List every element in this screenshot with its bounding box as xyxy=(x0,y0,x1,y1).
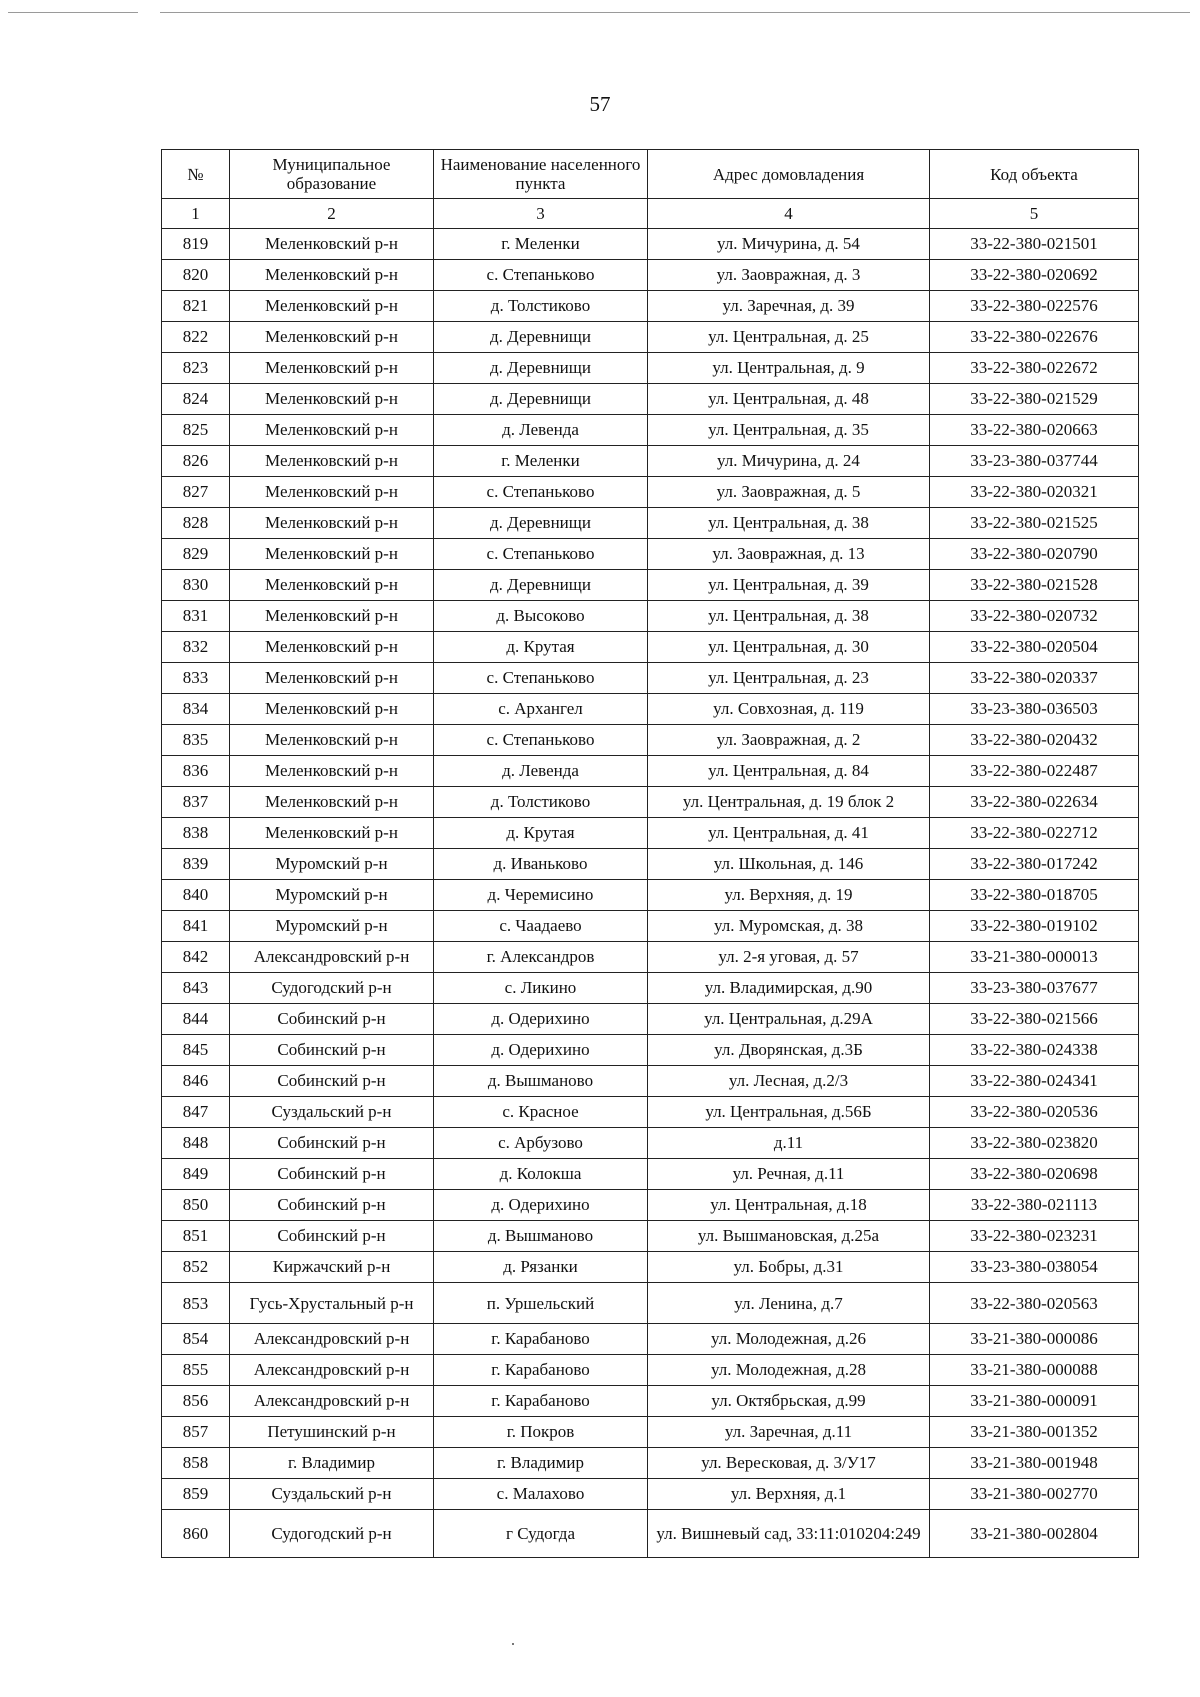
row-number: 851 xyxy=(162,1221,230,1252)
settlement-cell: д. Одерихино xyxy=(434,1004,648,1035)
address-cell: ул. Заречная, д.11 xyxy=(648,1417,930,1448)
object-code-cell: 33-22-380-020790 xyxy=(930,539,1139,570)
object-code-cell: 33-22-380-023231 xyxy=(930,1221,1139,1252)
table-row xyxy=(162,911,1139,942)
address-cell: ул. 2-я уговая, д. 57 xyxy=(648,942,930,973)
table-row xyxy=(162,1355,1139,1386)
address-cell: ул. Молодежная, д.28 xyxy=(648,1355,930,1386)
municipality-cell: Собинский р-н xyxy=(230,1159,434,1190)
address-cell: ул. Центральная, д. 23 xyxy=(648,663,930,694)
settlement-cell: д. Крутая xyxy=(434,632,648,663)
municipality-cell: Меленковский р-н xyxy=(230,539,434,570)
object-code-cell: 33-22-380-022712 xyxy=(930,818,1139,849)
row-number: 821 xyxy=(162,291,230,322)
settlement-cell: д. Деревнищи xyxy=(434,570,648,601)
table-row xyxy=(162,570,1139,601)
address-cell: ул. Муромская, д. 38 xyxy=(648,911,930,942)
municipality-cell: Александровский р-н xyxy=(230,1355,434,1386)
settlement-cell: д. Одерихино xyxy=(434,1035,648,1066)
object-code-cell: 33-21-380-001352 xyxy=(930,1417,1139,1448)
address-cell: ул. Вересковая, д. 3/У17 xyxy=(648,1448,930,1479)
table-row xyxy=(162,415,1139,446)
object-code-cell: 33-23-380-036503 xyxy=(930,694,1139,725)
address-cell: ул. Дворянская, д.3Б xyxy=(648,1035,930,1066)
row-number: 846 xyxy=(162,1066,230,1097)
row-number: 828 xyxy=(162,508,230,539)
row-number: 835 xyxy=(162,725,230,756)
address-cell: ул. Центральная, д. 38 xyxy=(648,508,930,539)
object-code-cell: 33-22-380-020698 xyxy=(930,1159,1139,1190)
object-code-cell: 33-22-380-019102 xyxy=(930,911,1139,942)
row-number: 839 xyxy=(162,849,230,880)
address-cell: ул. Центральная, д. 39 xyxy=(648,570,930,601)
object-code-cell: 33-22-380-021529 xyxy=(930,384,1139,415)
municipality-cell: Суздальский р-н xyxy=(230,1097,434,1128)
row-number: 822 xyxy=(162,322,230,353)
municipality-cell: Александровский р-н xyxy=(230,1324,434,1355)
table-row xyxy=(162,694,1139,725)
address-cell: ул. Заовражная, д. 13 xyxy=(648,539,930,570)
row-number: 830 xyxy=(162,570,230,601)
object-code-cell: 33-22-380-022676 xyxy=(930,322,1139,353)
table-body xyxy=(162,229,1139,1558)
column-number-row xyxy=(162,199,1139,229)
settlement-cell: д. Деревнищи xyxy=(434,322,648,353)
address-cell: ул. Октябрьская, д.99 xyxy=(648,1386,930,1417)
address-cell: ул. Центральная, д.18 xyxy=(648,1190,930,1221)
municipality-cell: Меленковский р-н xyxy=(230,415,434,446)
settlement-cell: д. Деревнищи xyxy=(434,384,648,415)
object-code-cell: 33-21-380-002770 xyxy=(930,1479,1139,1510)
settlement-cell: г. Меленки xyxy=(434,446,648,477)
settlement-cell: г. Александров xyxy=(434,942,648,973)
address-cell: ул. Бобры, д.31 xyxy=(648,1252,930,1283)
object-code-cell: 33-22-380-020337 xyxy=(930,663,1139,694)
row-number: 860 xyxy=(162,1510,230,1558)
table-row xyxy=(162,539,1139,570)
address-cell: ул. Совхозная, д. 119 xyxy=(648,694,930,725)
municipality-cell: Меленковский р-н xyxy=(230,353,434,384)
municipality-cell: Александровский р-н xyxy=(230,1386,434,1417)
municipality-cell: Гусь-Хрустальный р-н xyxy=(230,1283,434,1324)
municipality-cell: Меленковский р-н xyxy=(230,477,434,508)
column-number: 5 xyxy=(930,199,1139,229)
municipality-cell: Меленковский р-н xyxy=(230,384,434,415)
municipality-cell: Меленковский р-н xyxy=(230,632,434,663)
table-row xyxy=(162,322,1139,353)
object-code-cell: 33-22-380-022576 xyxy=(930,291,1139,322)
table-row xyxy=(162,849,1139,880)
table-row xyxy=(162,260,1139,291)
table-row xyxy=(162,384,1139,415)
municipality-cell: Меленковский р-н xyxy=(230,508,434,539)
object-code-cell: 33-22-380-017242 xyxy=(930,849,1139,880)
object-code-cell: 33-23-380-038054 xyxy=(930,1252,1139,1283)
address-cell: ул. Лесная, д.2/3 xyxy=(648,1066,930,1097)
object-code-cell: 33-22-380-021566 xyxy=(930,1004,1139,1035)
table-row xyxy=(162,1417,1139,1448)
table-row xyxy=(162,1128,1139,1159)
object-code-cell: 33-22-380-023820 xyxy=(930,1128,1139,1159)
municipality-cell: Меленковский р-н xyxy=(230,291,434,322)
municipality-cell: Меленковский р-н xyxy=(230,663,434,694)
header-municipality: Муниципальное образование xyxy=(230,150,434,199)
row-number: 840 xyxy=(162,880,230,911)
address-cell: ул. Центральная, д.29А xyxy=(648,1004,930,1035)
settlement-cell: г. Карабаново xyxy=(434,1386,648,1417)
table-row xyxy=(162,1479,1139,1510)
address-cell: ул. Центральная, д. 41 xyxy=(648,818,930,849)
column-number: 4 xyxy=(648,199,930,229)
municipality-cell: Александровский р-н xyxy=(230,942,434,973)
address-cell: ул. Центральная, д. 38 xyxy=(648,601,930,632)
settlement-cell: д. Высоково xyxy=(434,601,648,632)
table-row xyxy=(162,229,1139,260)
municipality-cell: Меленковский р-н xyxy=(230,229,434,260)
settlement-cell: г. Меленки xyxy=(434,229,648,260)
table-row xyxy=(162,756,1139,787)
row-number: 850 xyxy=(162,1190,230,1221)
municipality-cell: Меленковский р-н xyxy=(230,725,434,756)
table-header-row xyxy=(162,150,1139,199)
address-cell: ул. Центральная, д. 35 xyxy=(648,415,930,446)
table-row xyxy=(162,1159,1139,1190)
municipality-cell: Муромский р-н xyxy=(230,849,434,880)
settlement-cell: п. Уршельский xyxy=(434,1283,648,1324)
row-number: 823 xyxy=(162,353,230,384)
municipality-cell: г. Владимир xyxy=(230,1448,434,1479)
address-cell: ул. Мичурина, д. 54 xyxy=(648,229,930,260)
table-row xyxy=(162,508,1139,539)
municipality-cell: Собинский р-н xyxy=(230,1066,434,1097)
address-cell: ул. Центральная, д.56Б xyxy=(648,1097,930,1128)
settlement-cell: д. Толстиково xyxy=(434,787,648,818)
row-number: 827 xyxy=(162,477,230,508)
settlement-cell: с. Степаньково xyxy=(434,725,648,756)
settlement-cell: с. Архангел xyxy=(434,694,648,725)
row-number: 841 xyxy=(162,911,230,942)
municipality-cell: Муромский р-н xyxy=(230,911,434,942)
address-cell: ул. Вышмановская, д.25а xyxy=(648,1221,930,1252)
header-settlement: Наименование населенного пункта xyxy=(434,150,648,199)
column-number: 3 xyxy=(434,199,648,229)
settlement-cell: д. Деревнищи xyxy=(434,353,648,384)
row-number: 844 xyxy=(162,1004,230,1035)
object-code-cell: 33-22-380-020563 xyxy=(930,1283,1139,1324)
municipality-cell: Меленковский р-н xyxy=(230,818,434,849)
scan-edge-line xyxy=(160,12,1190,13)
row-number: 829 xyxy=(162,539,230,570)
object-code-cell: 33-22-380-022487 xyxy=(930,756,1139,787)
table-row xyxy=(162,353,1139,384)
municipality-cell: Меленковский р-н xyxy=(230,570,434,601)
address-cell: ул. Верхняя, д.1 xyxy=(648,1479,930,1510)
object-code-cell: 33-21-380-000013 xyxy=(930,942,1139,973)
object-code-cell: 33-21-380-000086 xyxy=(930,1324,1139,1355)
municipality-cell: Меленковский р-н xyxy=(230,756,434,787)
row-number: 834 xyxy=(162,694,230,725)
municipality-cell: Собинский р-н xyxy=(230,1221,434,1252)
object-code-cell: 33-22-380-020692 xyxy=(930,260,1139,291)
settlement-cell: д. Черемисино xyxy=(434,880,648,911)
row-number: 837 xyxy=(162,787,230,818)
address-cell: ул. Заречная, д. 39 xyxy=(648,291,930,322)
scan-speck xyxy=(512,1643,514,1645)
settlement-cell: д. Крутая xyxy=(434,818,648,849)
object-code-cell: 33-22-380-022634 xyxy=(930,787,1139,818)
object-code-cell: 33-22-380-021501 xyxy=(930,229,1139,260)
settlement-cell: д. Иваньково xyxy=(434,849,648,880)
table-row xyxy=(162,725,1139,756)
table-row xyxy=(162,291,1139,322)
settlement-cell: д. Толстиково xyxy=(434,291,648,322)
row-number: 819 xyxy=(162,229,230,260)
municipality-cell: Меленковский р-н xyxy=(230,787,434,818)
row-number: 842 xyxy=(162,942,230,973)
address-cell: ул. Центральная, д. 9 xyxy=(648,353,930,384)
page-number: 57 xyxy=(589,92,611,116)
settlement-cell: д. Вышманово xyxy=(434,1221,648,1252)
table-row xyxy=(162,1448,1139,1479)
header-number: № xyxy=(162,150,230,199)
object-code-cell: 33-21-380-000091 xyxy=(930,1386,1139,1417)
object-code-cell: 33-22-380-024341 xyxy=(930,1066,1139,1097)
table-row xyxy=(162,818,1139,849)
address-cell: ул. Владимирская, д.90 xyxy=(648,973,930,1004)
settlement-cell: д. Левенда xyxy=(434,756,648,787)
object-code-cell: 33-22-380-020321 xyxy=(930,477,1139,508)
object-code-cell: 33-21-380-001948 xyxy=(930,1448,1139,1479)
address-cell: ул. Центральная, д. 84 xyxy=(648,756,930,787)
object-code-cell: 33-22-380-020504 xyxy=(930,632,1139,663)
row-number: 857 xyxy=(162,1417,230,1448)
address-cell: ул. Центральная, д. 30 xyxy=(648,632,930,663)
object-code-cell: 33-22-380-020663 xyxy=(930,415,1139,446)
address-cell: ул. Молодежная, д.26 xyxy=(648,1324,930,1355)
row-number: 853 xyxy=(162,1283,230,1324)
table-row xyxy=(162,787,1139,818)
table-row xyxy=(162,601,1139,632)
settlement-cell: г Судогда xyxy=(434,1510,648,1558)
table-row xyxy=(162,1283,1139,1324)
municipality-cell: Суздальский р-н xyxy=(230,1479,434,1510)
object-code-cell: 33-22-380-020732 xyxy=(930,601,1139,632)
table-row xyxy=(162,663,1139,694)
municipality-cell: Меленковский р-н xyxy=(230,694,434,725)
row-number: 831 xyxy=(162,601,230,632)
municipality-cell: Собинский р-н xyxy=(230,1035,434,1066)
settlement-cell: д. Рязанки xyxy=(434,1252,648,1283)
address-cell: ул. Заовражная, д. 2 xyxy=(648,725,930,756)
row-number: 845 xyxy=(162,1035,230,1066)
table-row xyxy=(162,1190,1139,1221)
settlement-cell: д. Левенда xyxy=(434,415,648,446)
object-code-cell: 33-21-380-002804 xyxy=(930,1510,1139,1558)
object-code-cell: 33-22-380-024338 xyxy=(930,1035,1139,1066)
table-row xyxy=(162,1252,1139,1283)
table-row xyxy=(162,1004,1139,1035)
address-cell: д.11 xyxy=(648,1128,930,1159)
settlement-cell: д. Колокша xyxy=(434,1159,648,1190)
row-number: 820 xyxy=(162,260,230,291)
address-cell: ул. Заовражная, д. 3 xyxy=(648,260,930,291)
object-code-cell: 33-23-380-037677 xyxy=(930,973,1139,1004)
address-cell: ул. Верхняя, д. 19 xyxy=(648,880,930,911)
municipality-cell: Меленковский р-н xyxy=(230,260,434,291)
address-cell: ул. Ленина, д.7 xyxy=(648,1283,930,1324)
object-code-cell: 33-22-380-022672 xyxy=(930,353,1139,384)
object-code-cell: 33-22-380-018705 xyxy=(930,880,1139,911)
row-number: 836 xyxy=(162,756,230,787)
table-row xyxy=(162,477,1139,508)
municipality-cell: Меленковский р-н xyxy=(230,446,434,477)
settlement-cell: г. Карабаново xyxy=(434,1355,648,1386)
row-number: 847 xyxy=(162,1097,230,1128)
municipality-cell: Судогодский р-н xyxy=(230,1510,434,1558)
table-row xyxy=(162,942,1139,973)
settlement-cell: с. Степаньково xyxy=(434,260,648,291)
row-number: 826 xyxy=(162,446,230,477)
scan-edge-line xyxy=(8,12,138,13)
table-row xyxy=(162,1324,1139,1355)
address-cell: ул. Вишневый сад, 33:11:010204:249 xyxy=(648,1510,930,1558)
municipality-cell: Судогодский р-н xyxy=(230,973,434,1004)
row-number: 859 xyxy=(162,1479,230,1510)
settlement-cell: д. Вышманово xyxy=(434,1066,648,1097)
settlement-cell: д. Одерихино xyxy=(434,1190,648,1221)
settlement-cell: г. Карабаново xyxy=(434,1324,648,1355)
municipality-cell: Меленковский р-н xyxy=(230,601,434,632)
table-row xyxy=(162,1386,1139,1417)
settlement-cell: с. Чаадаево xyxy=(434,911,648,942)
municipality-cell: Собинский р-н xyxy=(230,1004,434,1035)
table-row xyxy=(162,1221,1139,1252)
table-row xyxy=(162,1066,1139,1097)
row-number: 838 xyxy=(162,818,230,849)
table-row xyxy=(162,1035,1139,1066)
settlement-cell: с. Степаньково xyxy=(434,663,648,694)
settlement-cell: г. Владимир xyxy=(434,1448,648,1479)
object-code-cell: 33-22-380-021528 xyxy=(930,570,1139,601)
settlement-cell: с. Степаньково xyxy=(434,539,648,570)
settlement-cell: с. Малахово xyxy=(434,1479,648,1510)
row-number: 843 xyxy=(162,973,230,1004)
row-number: 849 xyxy=(162,1159,230,1190)
table-row xyxy=(162,973,1139,1004)
municipality-cell: Петушинский р-н xyxy=(230,1417,434,1448)
settlement-cell: с. Ликино xyxy=(434,973,648,1004)
municipality-cell: Меленковский р-н xyxy=(230,322,434,353)
municipality-cell: Собинский р-н xyxy=(230,1128,434,1159)
municipality-cell: Киржачский р-н xyxy=(230,1252,434,1283)
table-row xyxy=(162,1097,1139,1128)
address-cell: ул. Речная, д.11 xyxy=(648,1159,930,1190)
address-cell: ул. Школьная, д. 146 xyxy=(648,849,930,880)
object-code-cell: 33-22-380-020536 xyxy=(930,1097,1139,1128)
object-code-cell: 33-23-380-037744 xyxy=(930,446,1139,477)
table-row xyxy=(162,446,1139,477)
table-row xyxy=(162,632,1139,663)
address-cell: ул. Заовражная, д. 5 xyxy=(648,477,930,508)
municipality-cell: Собинский р-н xyxy=(230,1190,434,1221)
household-register-table xyxy=(161,149,1139,1558)
row-number: 833 xyxy=(162,663,230,694)
row-number: 824 xyxy=(162,384,230,415)
row-number: 858 xyxy=(162,1448,230,1479)
row-number: 832 xyxy=(162,632,230,663)
row-number: 855 xyxy=(162,1355,230,1386)
object-code-cell: 33-22-380-020432 xyxy=(930,725,1139,756)
object-code-cell: 33-22-380-021525 xyxy=(930,508,1139,539)
address-cell: ул. Центральная, д. 48 xyxy=(648,384,930,415)
row-number: 852 xyxy=(162,1252,230,1283)
row-number: 825 xyxy=(162,415,230,446)
object-code-cell: 33-22-380-021113 xyxy=(930,1190,1139,1221)
settlement-cell: с. Красное xyxy=(434,1097,648,1128)
row-number: 856 xyxy=(162,1386,230,1417)
table-row xyxy=(162,880,1139,911)
municipality-cell: Муромский р-н xyxy=(230,880,434,911)
object-code-cell: 33-21-380-000088 xyxy=(930,1355,1139,1386)
address-cell: ул. Мичурина, д. 24 xyxy=(648,446,930,477)
settlement-cell: г. Покров xyxy=(434,1417,648,1448)
settlement-cell: с. Степаньково xyxy=(434,477,648,508)
row-number: 854 xyxy=(162,1324,230,1355)
settlement-cell: д. Деревнищи xyxy=(434,508,648,539)
column-number: 2 xyxy=(230,199,434,229)
row-number: 848 xyxy=(162,1128,230,1159)
address-cell: ул. Центральная, д. 19 блок 2 xyxy=(648,787,930,818)
address-cell: ул. Центральная, д. 25 xyxy=(648,322,930,353)
settlement-cell: с. Арбузово xyxy=(434,1128,648,1159)
column-number: 1 xyxy=(162,199,230,229)
header-object-code: Код объекта xyxy=(930,150,1139,199)
table-row xyxy=(162,1510,1139,1558)
header-address: Адрес домовладения xyxy=(648,150,930,199)
